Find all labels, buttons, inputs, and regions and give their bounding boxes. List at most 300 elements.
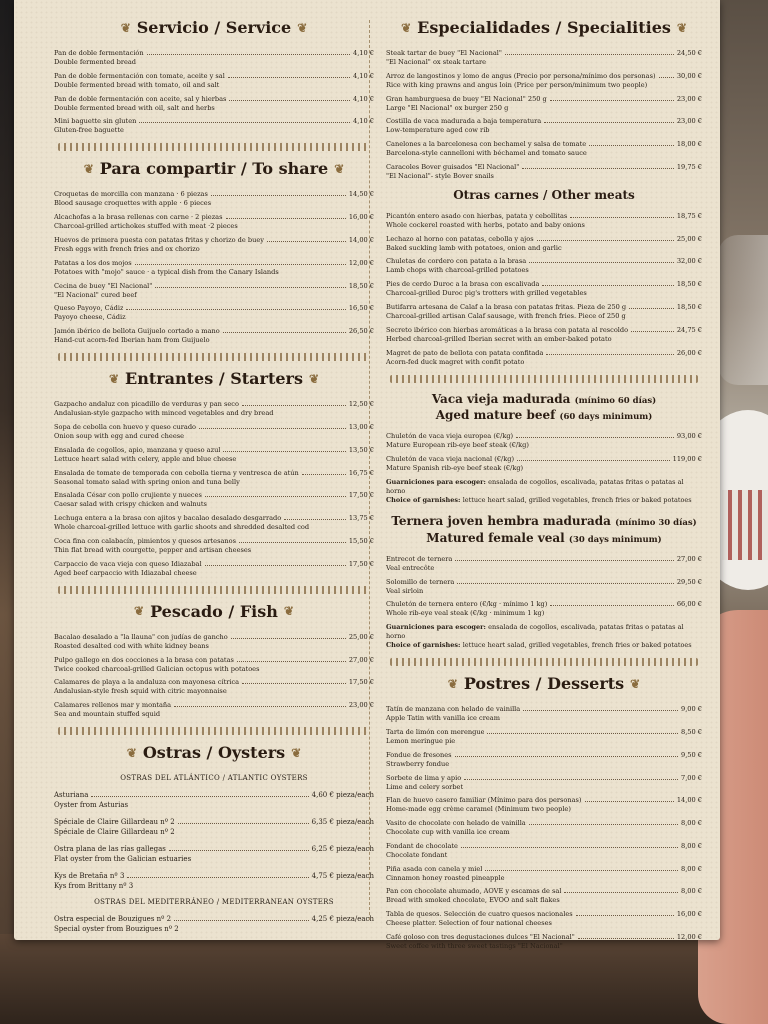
item-name-en: Potatoes with "mojo" sauce · a typical dish from the Canary Islands bbox=[54, 267, 279, 276]
item-price: 14,00 € bbox=[676, 796, 702, 805]
section-separator bbox=[58, 353, 370, 361]
menu-item bbox=[386, 303, 702, 321]
item-price: 4,10 € bbox=[353, 94, 374, 103]
item-name-en: Lamb chops with charcoal-grilled potatoes bbox=[386, 266, 529, 275]
section-title: Otras carnes / Other meats bbox=[453, 187, 635, 202]
item-price: 19,75 € bbox=[676, 162, 702, 171]
item-price: 4,10 € bbox=[353, 71, 374, 80]
leader-dots bbox=[455, 560, 674, 561]
menu-item bbox=[54, 236, 374, 254]
left-column bbox=[54, 10, 374, 941]
menu-item bbox=[54, 213, 374, 231]
leader-dots bbox=[570, 217, 674, 218]
garnishes-es-text: ensalada de cogollos, escalivada, patatas fritas o patatas al horno bbox=[386, 623, 684, 641]
leader-dots bbox=[205, 496, 346, 497]
item-name-es: Picantón entero asado con hierbas, patata y cebollitas bbox=[386, 211, 568, 220]
menu-item bbox=[386, 117, 702, 135]
menu-item bbox=[54, 117, 374, 135]
item-name-en: Blood sausage croquettes with apple · 6 pieces bbox=[54, 199, 212, 208]
menu-item-row bbox=[54, 491, 374, 500]
leader-dots bbox=[529, 262, 674, 263]
leader-dots bbox=[461, 847, 678, 848]
oyster-subheading: OSTRAS DEL ATLÁNTICO / ATLANTIC OYSTERS bbox=[120, 774, 308, 783]
menu-item bbox=[54, 190, 374, 208]
menu-item bbox=[386, 95, 702, 113]
ornament-right-icon: ❦ bbox=[308, 371, 320, 386]
ornament-left-icon: ❦ bbox=[134, 604, 145, 619]
menu-item-row bbox=[54, 190, 374, 199]
menu-item-row bbox=[386, 455, 702, 464]
item-name-es: Croquetas de morcilla con manzana · 6 piezas bbox=[54, 190, 208, 199]
item-name-es: Jamón ibérico de bellota Guijuelo cortado a mano bbox=[54, 327, 220, 336]
menu-item bbox=[54, 446, 374, 464]
ornament-left-icon: ❦ bbox=[126, 745, 137, 760]
menu-item-row bbox=[386, 140, 702, 149]
item-price: 8,00 € bbox=[681, 864, 702, 873]
item-name-es: Flan de huevo casero familiar (Mínimo para dos personas) bbox=[386, 796, 582, 805]
item-name-en: Roasted desalted cod with white kidney beans bbox=[54, 641, 209, 650]
leader-dots bbox=[505, 54, 674, 55]
item-name-es: Sorbete de lima y apio bbox=[386, 773, 462, 782]
item-name-en: Bread with smoked chocolate, EVOO and salt flakes bbox=[386, 896, 560, 905]
item-price: 23,00 € bbox=[676, 94, 702, 103]
menu-item bbox=[386, 280, 702, 298]
menu-item-row bbox=[54, 72, 374, 81]
leader-dots bbox=[223, 451, 345, 452]
item-name-es: Mini baguette sin gluten bbox=[54, 117, 137, 126]
menu-item-row bbox=[54, 304, 374, 313]
leader-dots bbox=[147, 54, 350, 55]
item-name-en: Andalusian-style fresh squid with citric mayonnaise bbox=[54, 687, 227, 696]
section-separator bbox=[390, 658, 698, 666]
leader-dots bbox=[457, 583, 673, 584]
item-price: 12,00 € bbox=[676, 933, 702, 942]
menu-item bbox=[54, 678, 374, 696]
leader-dots bbox=[135, 264, 346, 265]
leader-dots bbox=[585, 801, 674, 802]
item-name-es: Gazpacho andaluz con picadillo de verduras y pan seco bbox=[54, 400, 239, 409]
section-heading bbox=[54, 743, 374, 762]
item-name-es: Tarta de limón con merengue bbox=[386, 727, 485, 736]
leader-dots bbox=[229, 100, 350, 101]
item-price: 24,75 € bbox=[676, 325, 702, 334]
menu-item bbox=[386, 235, 702, 253]
menu-item-row bbox=[386, 95, 702, 104]
item-name-en: Low-temperature aged cow rib bbox=[386, 126, 490, 135]
garnishes-en-label: Choice of garnishes: bbox=[386, 495, 463, 504]
item-name-en: Charcoal-grilled artisan Calaf sausage, with french fries. Piece of 250 g bbox=[386, 311, 626, 320]
item-name-es: Huevos de primera puesta con patatas fritas y chorizo de buey bbox=[54, 235, 264, 244]
section-title-en bbox=[386, 530, 702, 547]
menu-item-row bbox=[386, 303, 702, 312]
item-price: 14,50 € bbox=[348, 190, 374, 199]
oyster-name-es: Ostra especial de Bouzigues nº 2 bbox=[54, 915, 172, 924]
menu-item-row bbox=[386, 117, 702, 126]
leader-dots bbox=[178, 823, 309, 824]
menu-item-row bbox=[54, 469, 374, 478]
item-name-es: Carpaccio de vaca vieja con queso Idiazabal bbox=[54, 559, 202, 568]
item-name-en: Lemon meringue pie bbox=[386, 736, 456, 745]
item-price: 18,75 € bbox=[676, 211, 702, 220]
garnishes-es bbox=[386, 623, 702, 641]
item-name-es: Ensalada de tomate de temporada con cebolla tierna y ventresca de atún bbox=[54, 468, 299, 477]
napkin bbox=[722, 490, 768, 560]
menu-item bbox=[386, 842, 702, 860]
title-en: Aged mature beef bbox=[435, 408, 560, 423]
menu-item-row bbox=[54, 678, 374, 687]
item-name-es: Coca fina con calabacín, pimientos y quesos artesanos bbox=[54, 536, 236, 545]
section-title: Para compartir / To share bbox=[99, 159, 329, 179]
item-price: 9,50 € bbox=[681, 750, 702, 759]
leader-dots bbox=[522, 168, 674, 169]
item-name-en: Chocolate fondant bbox=[386, 850, 448, 859]
item-name-en: Large "El Nacional" ox burger 250 g bbox=[386, 103, 509, 112]
section-heading bbox=[54, 369, 374, 388]
item-name-es: Chuletas de cordero con patata a la brasa bbox=[386, 257, 527, 266]
section-heading bbox=[54, 159, 374, 178]
section-title: Postres / Desserts bbox=[463, 674, 625, 694]
menu-card bbox=[14, 0, 720, 951]
item-price: 119,00 € bbox=[672, 455, 702, 464]
menu-item bbox=[386, 887, 702, 905]
item-name-en: Gluten-free baguette bbox=[54, 126, 124, 135]
garnishes-es-label: Guarniciones para escoger: bbox=[386, 477, 489, 486]
menu-item bbox=[386, 819, 702, 837]
menu-item-row bbox=[386, 728, 702, 737]
oyster-name-en: Kys from Brittany nº 3 bbox=[54, 882, 134, 891]
leader-dots bbox=[226, 218, 346, 219]
section-separator bbox=[390, 375, 698, 383]
wine-glass bbox=[718, 235, 768, 385]
item-price: 16,00 € bbox=[676, 910, 702, 919]
menu-item-row bbox=[54, 423, 374, 432]
menu-item bbox=[386, 865, 702, 883]
oyster-name-es: Spéciale de Claire Gillardeau nº 2 bbox=[54, 818, 175, 827]
item-name-es: Patatas a los dos mojos bbox=[54, 258, 132, 267]
oyster-price: 4,60 € pieza/each bbox=[311, 791, 374, 800]
item-name-en: Acorn-fed duck magret with confit potato bbox=[386, 357, 525, 366]
oyster-item bbox=[54, 790, 374, 810]
oyster-price: 4,25 € pieza/each bbox=[311, 915, 374, 924]
item-price: 23,00 € bbox=[676, 117, 702, 126]
garnishes-en bbox=[386, 641, 702, 650]
menu-item bbox=[54, 701, 374, 719]
oyster-item bbox=[54, 871, 374, 891]
item-name-en: Hand-cut acorn-fed Iberian ham from Guijuelo bbox=[54, 336, 210, 345]
item-name-es: Pies de cerdo Duroc a la brasa con escalivada bbox=[386, 280, 540, 289]
section-separator bbox=[58, 586, 370, 594]
ornament-right-icon: ❦ bbox=[676, 20, 687, 35]
item-name-en: "El Nacional"- style Bover snails bbox=[386, 171, 494, 180]
section-title: Entrantes / Starters bbox=[125, 369, 303, 389]
section-heading bbox=[386, 391, 702, 425]
oyster-row bbox=[54, 817, 374, 827]
section-title-es bbox=[386, 513, 702, 530]
menu-item-row bbox=[54, 327, 374, 336]
section-title: Servicio / Service bbox=[136, 18, 292, 37]
menu-item bbox=[386, 212, 702, 230]
section-heading bbox=[54, 18, 374, 37]
ornament-left-icon: ❦ bbox=[401, 20, 412, 35]
item-price: 66,00 € bbox=[676, 600, 702, 609]
item-name-en: Twice cooked charcoal-grilled Galician octopus with potatoes bbox=[54, 664, 260, 673]
ornament-left-icon: ❦ bbox=[447, 676, 458, 691]
menu-item-row bbox=[386, 326, 702, 335]
item-name-en: Cinnamon honey roasted pineapple bbox=[386, 873, 505, 882]
oyster-row bbox=[54, 871, 374, 881]
item-price: 16,75 € bbox=[348, 468, 374, 477]
menu-item bbox=[54, 327, 374, 345]
item-name-es: Chuletón de vaca vieja europea (€/kg) bbox=[386, 432, 514, 441]
ornament-right-icon: ❦ bbox=[283, 604, 294, 619]
item-price: 8,00 € bbox=[681, 819, 702, 828]
menu-item-row bbox=[386, 280, 702, 289]
menu-item-row bbox=[386, 432, 702, 441]
leader-dots bbox=[211, 195, 346, 196]
menu-item-row bbox=[386, 235, 702, 244]
item-name-es: Ensalada César con pollo crujiente y nueces bbox=[54, 491, 202, 500]
item-name-en: Barcelona-style cannelloni with béchamel and tomato sauce bbox=[386, 149, 587, 158]
section-heading bbox=[386, 513, 702, 547]
section-separator bbox=[58, 727, 370, 735]
ornament-right-icon: ❦ bbox=[334, 161, 345, 176]
item-name-es: Café goloso con tres degustaciones dulces "El Nacional" bbox=[386, 933, 575, 942]
ornament-right-icon: ❦ bbox=[297, 20, 308, 35]
menu-item-row bbox=[54, 213, 374, 222]
leader-dots bbox=[578, 938, 674, 939]
oyster-name-en: Oyster from Asturias bbox=[54, 801, 129, 810]
item-name-es: Pulpo gallego en dos cocciones a la brasa con patatas bbox=[54, 655, 234, 664]
item-price: 17,50 € bbox=[348, 678, 374, 687]
item-name-es: Cecina de buey "El Nacional" bbox=[54, 281, 153, 290]
menu-item-row bbox=[386, 578, 702, 587]
menu-item-row bbox=[54, 446, 374, 455]
item-name-en: Mature Spanish rib-eye beef steak (€/kg) bbox=[386, 464, 524, 473]
item-price: 16,00 € bbox=[348, 213, 374, 222]
leader-dots bbox=[199, 428, 346, 429]
garnishes-en-label: Choice of garnishes: bbox=[386, 641, 463, 650]
item-name-es: Vasito de chocolate con helado de vainilla bbox=[386, 819, 526, 828]
item-name-en: Double fermented bread with oil, salt and herbs bbox=[54, 103, 215, 112]
menu-item bbox=[386, 72, 702, 90]
leader-dots bbox=[223, 332, 346, 333]
item-name-es: Steak tartar de buey "El Nacional" bbox=[386, 49, 502, 57]
menu-item bbox=[386, 326, 702, 344]
item-name-en: Cheese platter. Selection of four national cheeses bbox=[386, 919, 552, 928]
item-name-en: Lime and celery sorbet bbox=[386, 782, 464, 791]
item-name-en: Double fermented bread with tomato, oil and salt bbox=[54, 80, 220, 89]
leader-dots bbox=[242, 405, 346, 406]
item-name-es: Alcachofas a la brasa rellenas con carne · 2 piezas bbox=[54, 213, 223, 222]
item-name-es: Pan con chocolate ahumado, AOVE y escamas de sal bbox=[386, 887, 562, 896]
menu-item bbox=[386, 349, 702, 367]
leader-dots bbox=[155, 287, 346, 288]
item-name-es: Secreto ibérico con hierbas aromáticas a la brasa con patata al rescoldo bbox=[386, 325, 629, 334]
leader-dots bbox=[550, 605, 674, 606]
menu-item bbox=[386, 140, 702, 158]
item-price: 30,00 € bbox=[676, 71, 702, 80]
menu-item bbox=[386, 257, 702, 275]
item-name-en: Whole charcoal-grilled lettuce with garlic shoots and shredded desalted cod bbox=[54, 523, 310, 532]
item-name-es: Chuletón de vaca vieja nacional (€/kg) bbox=[386, 455, 515, 464]
item-name-en: Whole cockerel roasted with herbs, potato and baby onions bbox=[386, 220, 585, 229]
menu-item-row bbox=[54, 49, 374, 58]
leader-dots bbox=[564, 892, 678, 893]
menu-item-row bbox=[386, 600, 702, 609]
menu-item-row bbox=[54, 400, 374, 409]
item-name-en: Aged beef carpaccio with Idiazabal cheese bbox=[54, 568, 197, 577]
item-name-en: Thin flat bread with courgette, pepper and artisan cheeses bbox=[54, 545, 252, 554]
item-name-es: Magret de pato de bellota con patata confitada bbox=[386, 348, 544, 357]
leader-dots bbox=[517, 460, 670, 461]
menu-item bbox=[386, 432, 702, 450]
item-price: 8,50 € bbox=[681, 727, 702, 736]
oyster-price: 6,35 € pieza/each bbox=[311, 818, 374, 827]
leader-dots bbox=[302, 474, 346, 475]
item-name-es: Caracoles Bover guisados "El Nacional" bbox=[386, 162, 520, 171]
item-name-es: Lechazo al horno con patatas, cebolla y ajos bbox=[386, 234, 534, 243]
menu-item-row bbox=[54, 633, 374, 642]
item-name-es: Ensalada de cogollos, apio, manzana y queso azul bbox=[54, 445, 221, 454]
oyster-name-en: Special oyster from Bouzigues nº 2 bbox=[54, 925, 179, 934]
item-price: 13,00 € bbox=[348, 422, 374, 431]
leader-dots bbox=[523, 710, 678, 711]
menu-item bbox=[386, 774, 702, 792]
item-name-en: Rice with king prawns and angus loin (Price per person/minimum two people) bbox=[386, 80, 648, 89]
title-es-note: (mínimo 30 días) bbox=[615, 517, 697, 528]
item-name-es: Canelones a la barcelonesa con bechamel y salsa de tomate bbox=[386, 140, 587, 149]
menu-item bbox=[386, 600, 702, 618]
item-price: 16,50 € bbox=[348, 304, 374, 313]
oyster-name-en: Spéciale de Claire Gillardeau nº 2 bbox=[54, 828, 175, 837]
menu-item-row bbox=[386, 163, 702, 172]
leader-dots bbox=[174, 706, 346, 707]
leader-dots bbox=[487, 733, 678, 734]
item-price: 29,50 € bbox=[676, 577, 702, 586]
item-price: 25,00 € bbox=[676, 234, 702, 243]
item-price: 17,50 € bbox=[348, 559, 374, 568]
item-price: 24,50 € bbox=[676, 49, 702, 57]
item-price: 27,00 € bbox=[348, 655, 374, 664]
oyster-row bbox=[54, 914, 374, 924]
menu-item bbox=[54, 656, 374, 674]
oyster-name-es: Kys de Bretaña nº 3 bbox=[54, 872, 125, 881]
item-price: 18,50 € bbox=[348, 281, 374, 290]
item-name-es: Arroz de langostinos y lomo de angus (Precio por persona/mínimo dos personas) bbox=[386, 71, 656, 80]
item-name-en: Veal sirloin bbox=[386, 586, 424, 595]
menu-item bbox=[386, 555, 702, 573]
item-name-en: Veal entrecôte bbox=[386, 563, 435, 572]
item-price: 8,00 € bbox=[681, 841, 702, 850]
item-name-en: "El Nacional" cured beef bbox=[54, 290, 137, 299]
item-price: 9,00 € bbox=[681, 705, 702, 714]
leader-dots bbox=[576, 915, 674, 916]
ornament-left-icon: ❦ bbox=[83, 161, 94, 176]
garnishes-es-text: ensalada de cogollos, escalivada, patatas fritas o patatas al horno bbox=[386, 477, 684, 495]
leader-dots bbox=[91, 796, 308, 797]
item-price: 18,00 € bbox=[676, 140, 702, 149]
menu-item-row bbox=[54, 117, 374, 126]
leader-dots bbox=[631, 331, 674, 332]
title-es: Vaca vieja madurada bbox=[431, 391, 575, 406]
leader-dots bbox=[126, 309, 345, 310]
oyster-item bbox=[54, 817, 374, 837]
leader-dots bbox=[239, 542, 346, 543]
item-price: 17,50 € bbox=[348, 491, 374, 500]
garnishes-es-label: Guarniciones para escoger: bbox=[386, 623, 489, 632]
leader-dots bbox=[659, 77, 674, 78]
leader-dots bbox=[237, 661, 346, 662]
item-name-es: Lechuga entera a la brasa con ajitos y bacalao desalado desgarrado bbox=[54, 514, 282, 523]
item-name-es: Solomillo de ternera bbox=[386, 577, 455, 586]
menu-item-row bbox=[386, 933, 702, 942]
menu-item-row bbox=[386, 796, 702, 805]
item-price: 27,00 € bbox=[676, 554, 702, 563]
item-name-es: Fondue de fresones bbox=[386, 750, 452, 759]
leader-dots bbox=[228, 77, 350, 78]
oyster-row bbox=[54, 844, 374, 854]
leader-dots bbox=[205, 565, 346, 566]
item-price: 18,50 € bbox=[676, 280, 702, 289]
menu-item-row bbox=[386, 555, 702, 564]
item-name-en: Strawberry fondue bbox=[386, 759, 450, 768]
leader-dots bbox=[542, 285, 673, 286]
title-es: Ternera joven hembra madurada bbox=[391, 513, 616, 528]
menu-item bbox=[54, 282, 374, 300]
oyster-row bbox=[54, 790, 374, 800]
item-name-en: Double fermented bread bbox=[54, 58, 137, 66]
item-name-en: Herbed charcoal-grilled Iberian secret with an ember-baked potato bbox=[386, 334, 612, 343]
item-name-en: Onion soup with egg and cured cheese bbox=[54, 431, 185, 440]
menu-item bbox=[54, 423, 374, 441]
item-name-en: Home-made egg crème caramel (Minimum two people) bbox=[386, 805, 571, 814]
item-name-es: Tabla de quesos. Selección de cuatro quesos nacionales bbox=[386, 910, 573, 919]
item-price: 4,10 € bbox=[353, 49, 374, 57]
menu-item bbox=[386, 578, 702, 596]
garnishes-en-text: lettuce heart salad, grilled vegetables, french fries or baked potatoes bbox=[462, 641, 692, 650]
menu-item bbox=[386, 49, 702, 67]
title-en: Matured female veal bbox=[426, 530, 569, 545]
menu-item-row bbox=[386, 257, 702, 266]
leader-dots bbox=[231, 638, 346, 639]
menu-item bbox=[386, 796, 702, 814]
section-separator bbox=[58, 143, 370, 151]
item-price: 18,50 € bbox=[676, 302, 702, 311]
item-name-en: Fresh eggs with french fries and ox chorizo bbox=[54, 244, 200, 253]
menu-item bbox=[386, 933, 702, 951]
menu-item-row bbox=[386, 887, 702, 896]
menu-item-row bbox=[54, 95, 374, 104]
menu-item-row bbox=[54, 259, 374, 268]
item-name-en: Charcoal-grilled Duroc pig's trotters with grilled vegetables bbox=[386, 289, 587, 298]
item-name-es: Bacalao desalado a "la llauna" con judías de gancho bbox=[54, 632, 228, 641]
ornament-right-icon: ❦ bbox=[291, 745, 302, 760]
garnishes bbox=[386, 478, 702, 505]
menu-item bbox=[54, 95, 374, 113]
menu-item-row bbox=[54, 560, 374, 569]
menu-item bbox=[54, 491, 374, 509]
item-price: 93,00 € bbox=[676, 432, 702, 441]
oyster-item bbox=[54, 844, 374, 864]
menu-item-row bbox=[386, 910, 702, 919]
menu-item bbox=[54, 304, 374, 322]
item-price: 8,00 € bbox=[681, 887, 702, 896]
section-title-es bbox=[386, 391, 702, 408]
item-price: 25,00 € bbox=[348, 632, 374, 641]
menu-item-row bbox=[386, 819, 702, 828]
leader-dots bbox=[267, 241, 346, 242]
leader-dots bbox=[284, 519, 346, 520]
